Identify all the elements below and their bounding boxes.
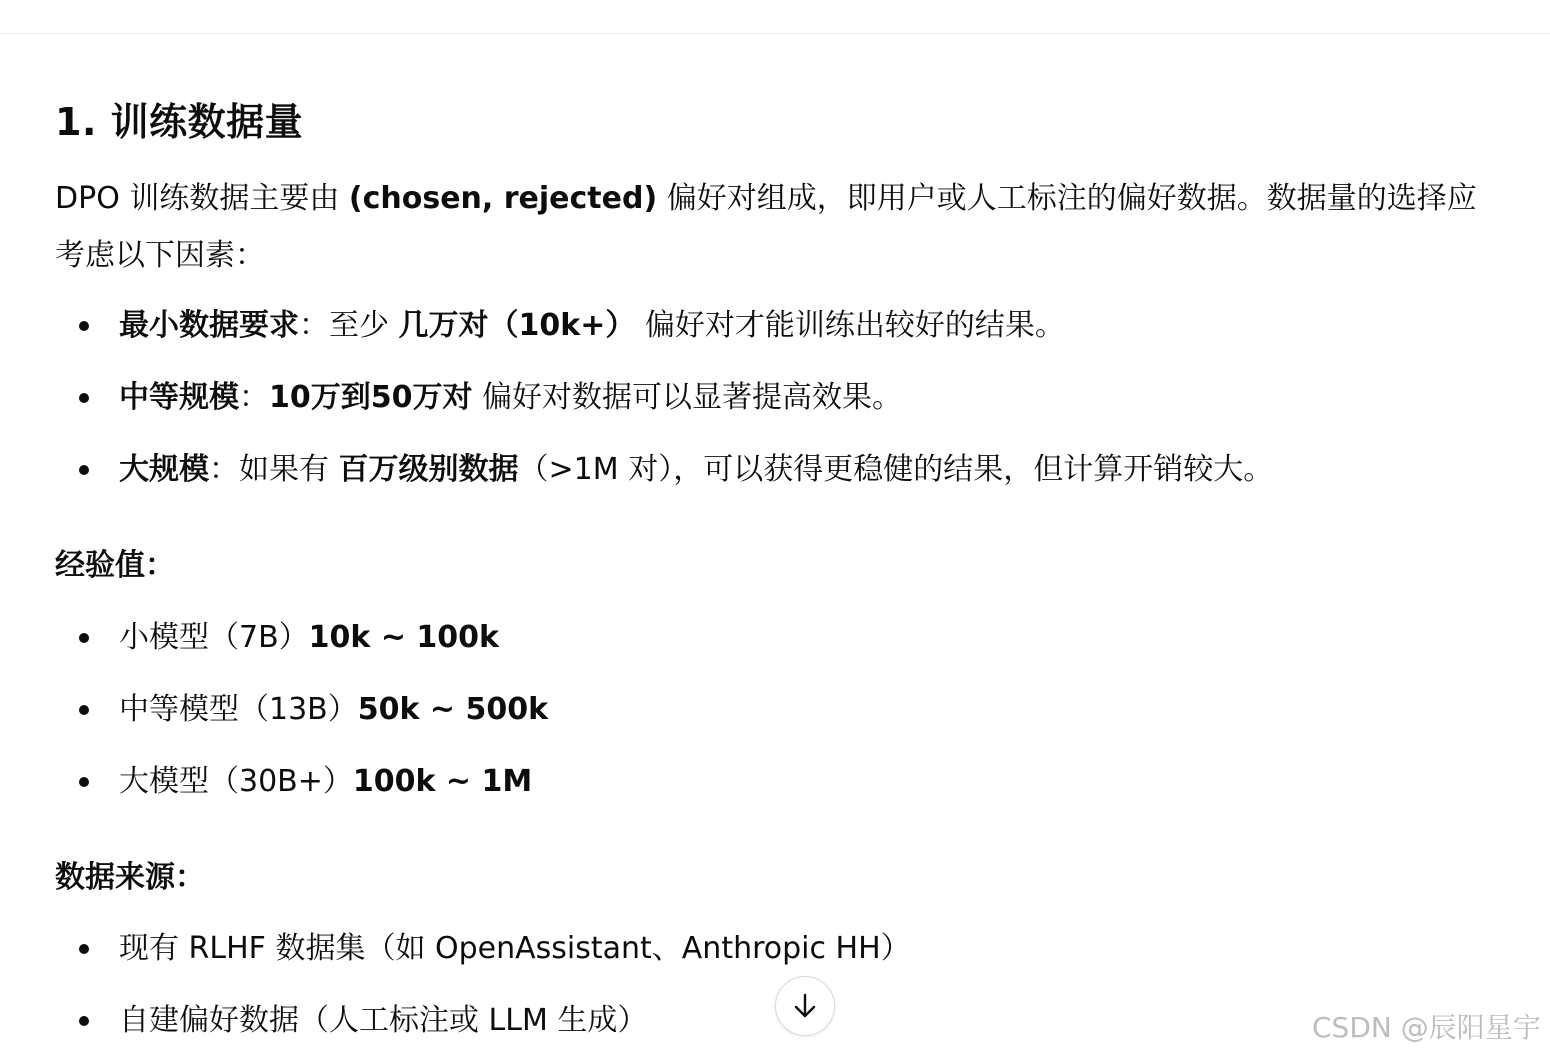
factor-label: 中等规模 bbox=[119, 380, 239, 415]
factor-list bbox=[55, 290, 1273, 506]
bullet-dot bbox=[79, 465, 89, 475]
watermark: CSDN @辰阳星宇 bbox=[1312, 1011, 1541, 1044]
intro-bold-term: (chosen, rejected) bbox=[348, 181, 658, 216]
experience-model: 中等模型（13B） bbox=[119, 692, 358, 727]
list-item bbox=[55, 674, 548, 746]
bullet-dot bbox=[79, 393, 89, 403]
factor-separator: ：至少 bbox=[299, 308, 399, 343]
sources-label: 数据来源： bbox=[55, 860, 205, 895]
list-item bbox=[55, 746, 548, 818]
list-item bbox=[55, 434, 1273, 506]
bullet-dot bbox=[79, 321, 89, 331]
factor-separator: ：如果有 bbox=[209, 452, 339, 487]
bullet-dot bbox=[79, 1016, 89, 1026]
experience-model: 小模型（7B） bbox=[119, 620, 309, 655]
bullet-dot bbox=[79, 944, 89, 954]
list-item bbox=[55, 602, 548, 674]
source-text: 自建偏好数据（人工标注或 LLM 生成） bbox=[119, 1003, 648, 1038]
factor-bold-value: 10万到50万对 bbox=[269, 380, 473, 415]
experience-range: 10k ~ 100k bbox=[308, 620, 499, 655]
experience-range: 50k ~ 500k bbox=[357, 692, 549, 727]
factor-bold-value: 百万级别数据 bbox=[338, 452, 519, 487]
experience-range: 100k ~ 1M bbox=[352, 764, 533, 799]
intro-text-start: DPO 训练数据主要由 bbox=[55, 181, 349, 216]
arrow-down-icon bbox=[792, 992, 818, 1020]
factor-bold-value: 几万对（10k+） bbox=[398, 308, 636, 343]
factor-label: 大规模 bbox=[119, 452, 209, 487]
section-heading: 1. 训练数据量 bbox=[55, 100, 304, 144]
factor-text: 偏好对数据可以显著提高效果。 bbox=[472, 380, 903, 415]
experience-list bbox=[55, 602, 548, 818]
intro-paragraph bbox=[55, 170, 1505, 284]
factor-label: 最小数据要求 bbox=[119, 308, 299, 343]
bullet-dot bbox=[79, 705, 89, 715]
list-item bbox=[55, 362, 1273, 434]
list-item bbox=[55, 290, 1273, 362]
experience-model: 大模型（30B+） bbox=[119, 764, 353, 799]
top-divider bbox=[0, 33, 1550, 34]
list-item bbox=[55, 913, 911, 985]
factor-text: （>1M 对），可以获得更稳健的结果，但计算开销较大。 bbox=[518, 452, 1274, 487]
intro-text-end: 偏好对组成，即用户或人工标注的偏好数据。数据量的选择应考虑以下因素： bbox=[55, 181, 1477, 273]
source-text: 现有 RLHF 数据集（如 OpenAssistant、Anthropic HH） bbox=[119, 931, 911, 966]
bullet-dot bbox=[79, 633, 89, 643]
bullet-dot bbox=[79, 777, 89, 787]
scroll-down-button[interactable] bbox=[775, 976, 835, 1036]
factor-separator: ： bbox=[239, 380, 269, 415]
experience-label: 经验值： bbox=[55, 548, 175, 583]
factor-text: 偏好对才能训练出较好的结果。 bbox=[635, 308, 1065, 343]
